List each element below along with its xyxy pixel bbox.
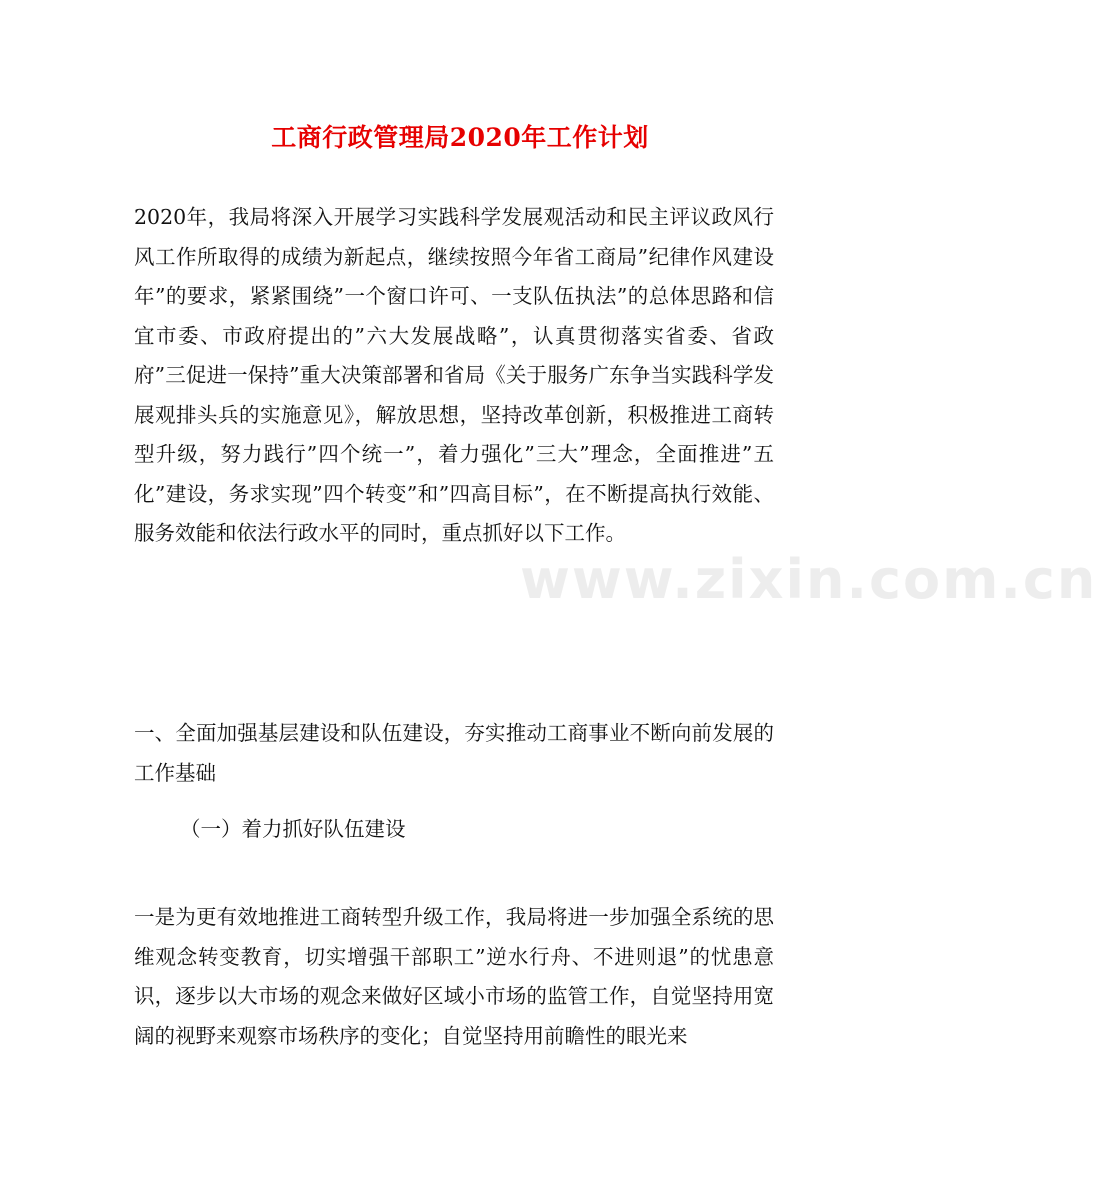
intro-paragraph: 2020年，我局将深入开展学习实践科学发展观活动和民主评议政风行风工作所取得的成绩为新起点，继续按照今年省工商局”纪律作风建设年”的要求，紧紧围绕”一个窗口许可、一支队伍执法”的总体思路和信宜市委、市政府提出的”六大发展战略”，认真贯彻落实省委、省政府”三促进一保持”重大决策部署和省局《关于服务广东争当实践科学发展观排头兵的实施意见》，解放思想，坚持改革创新，积极推进工商转型升级，努力践行”四个统一”，着力强化”三大”理念，全面推进”五化”建设，务求实现”四个转变”和”四高目标”，在不断提高执行效能、服务效能和依法行政水平的同时，重点抓好以下工作。 [134,205,774,545]
section-heading-1: 一、全面加强基层建设和队伍建设，夯实推动工商事业不断向前发展的工作基础 [134,721,774,785]
subsection-heading-1: （一）着力抓好队伍建设 [180,817,406,841]
body-paragraph-1: 一是为更有效地推进工商转型升级工作，我局将进一步加强全系统的思维观念转变教育，切实增强干部职工”逆水行舟、不进则退”的忧患意识，逐步以大市场的观念来做好区域小市场的监管工作，自觉坚持用宽阔的视野来观察市场秩序的变化；自觉坚持用前瞻性的眼光来 [134,905,774,1048]
document-title: 工商行政管理局2020年工作计划 [271,123,649,152]
watermark-text: www.zixin.com.cn [520,548,1097,611]
